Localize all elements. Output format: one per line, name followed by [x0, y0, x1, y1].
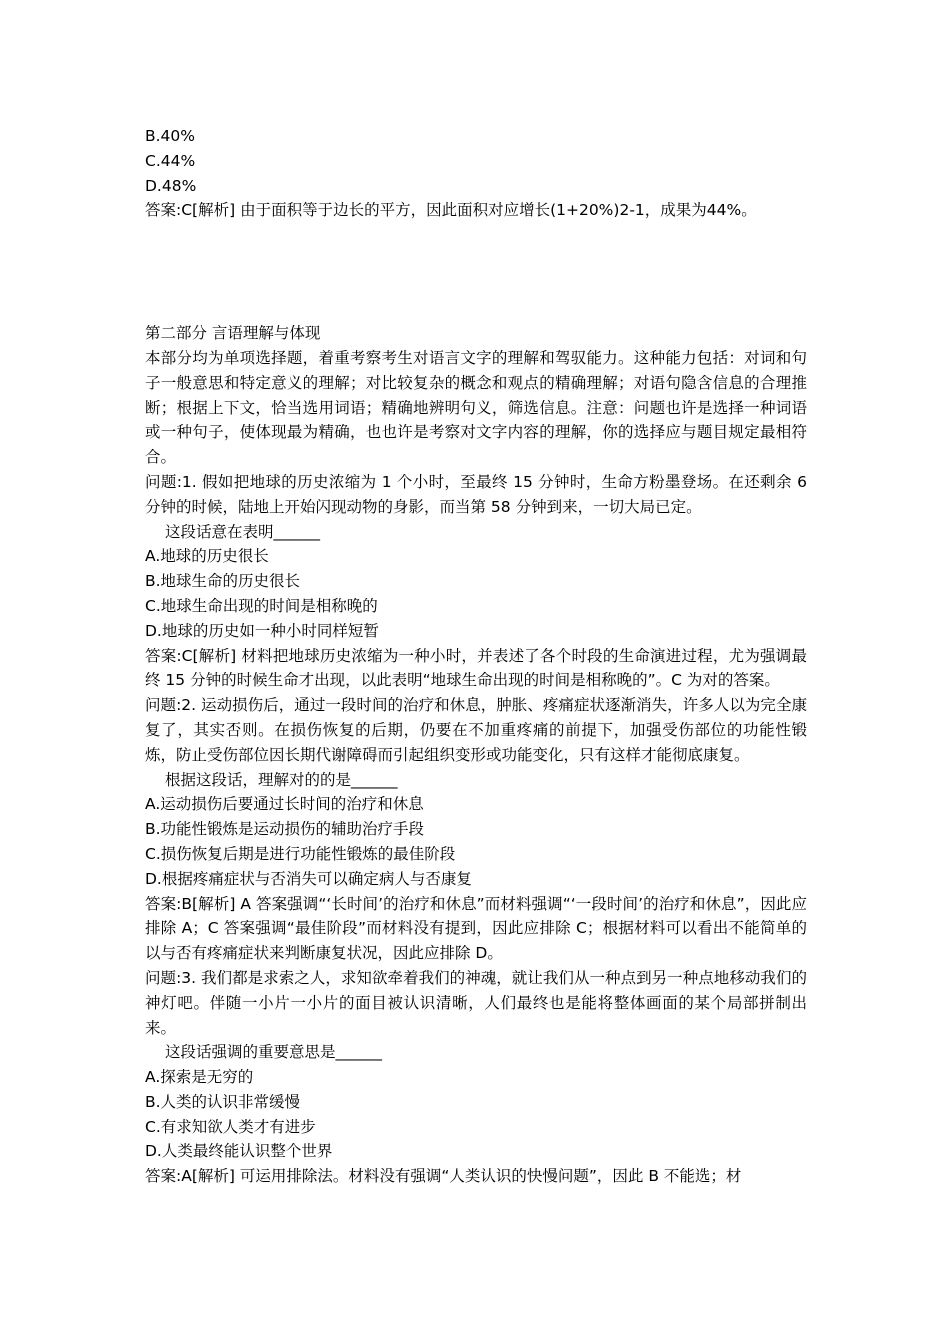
option-d: D.地球的历史如一种小时同样短暂: [145, 621, 379, 640]
section-intro: 本部分均为单项选择题，着重考察考生对语言文字的理解和驾驭能力。这种能力包括：对词和句子一般意思和特定意义的理解；对比较复杂的概念和观点的精确理解；对语句隐含信息的合理推断；根据上下文，恰当选用词语；精确地辨明句义，筛选信息。注意：问题也许是选择一种词语或一种句子，使体现最为精确，也也许是考察对文字内容的理解，你的选择应与题目规定最相符合。: [145, 348, 807, 467]
option-c: C.44%: [145, 151, 196, 170]
question-stem: 问题:1. 假如把地球的历史浓缩为 1 个小时，至最终 15 分钟时，生命方粉墨登场。在还剩余 6 分钟的时候，陆地上开始闪现动物的身影，而当第 58 分钟到来，一切大局已定。: [145, 472, 807, 516]
option-a: A.地球的历史很长: [145, 547, 269, 566]
question-stem: 问题:3. 我们都是求索之人，求知欲牵着我们的神魂，就让我们从一种点到另一种点地移动我们的神灯吧。伴随一小片一小片的面目被认识清晰，人们最终也是能将整体画面的某个局部拼制出来。: [145, 968, 807, 1037]
answer-explanation: 答案:B[解析] A 答案强调“‘长时间’的治疗和休息”而材料强调“‘一段时间’的治疗和休息”，因此应排除 A；C 答案强调“最佳阶段”而材料没有提到，因此应排除 C；根据材料可以看出不能简单的以与否有疼痛症状来判断康复状况，因此应排除 D。: [145, 894, 807, 963]
option-a: A.运动损伤后要通过长时间的治疗和休息: [145, 795, 424, 814]
option-d: D.48%: [145, 176, 197, 195]
document-page: [145, 124, 807, 1189]
question-stem: 问题:2. 运动损伤后，通过一段时间的治疗和休息，肿胀、疼痛症状逐渐消失，许多人以为完全康复了，其实否则。在损伤恢复的后期，仍要在不加重疼痛的前提下，加强受伤部位的功能性锻炼，防止受伤部位因长期代谢障碍而引起组织变形或功能变化，只有这样才能彻底康复。: [145, 696, 807, 764]
option-c: C.损伤恢复后期是进行功能性锻炼的最佳阶段: [145, 844, 456, 863]
option-a: A.探索是无穷的: [145, 1068, 254, 1087]
spacer: [145, 223, 807, 321]
question-2: [145, 693, 807, 966]
question-1: [145, 470, 807, 693]
question-prompt: 这段话强调的重要意思是______: [165, 1043, 383, 1062]
section-title: 第二部分 言语理解与体现: [145, 324, 321, 343]
option-b: B.地球生命的历史很长: [145, 572, 301, 591]
option-c: C.地球生命出现的时间是相称晚的: [145, 596, 378, 615]
answer-explanation: 答案:C[解析] 由于面积等于边长的平方，因此面积对应增长(1+20%)2-1，成果为44%。: [145, 201, 757, 220]
section: [145, 321, 807, 470]
option-d: D.根据疼痛症状与否消失可以确定病人与否康复: [145, 869, 472, 888]
option-b: B.40%: [145, 127, 196, 145]
question-3: [145, 966, 807, 1189]
question-prompt: 根据这段话，理解对的的是______: [165, 770, 398, 789]
option-c: C.有求知欲人类才有进步: [145, 1117, 316, 1136]
answer-explanation: 答案:C[解析] 材料把地球历史浓缩为一种小时，并表述了各个时段的生命演进过程，尤为强调最终 15 分钟的时候生命才出现，以此表明“地球生命出现的时间是相称晚的”。C 为对的答案。: [145, 646, 807, 690]
prev-question: [145, 124, 807, 223]
option-b: B.人类的认识非常缓慢: [145, 1092, 301, 1111]
option-d: D.人类最终能认识整个世界: [145, 1142, 333, 1161]
question-prompt: 这段话意在表明______: [165, 522, 321, 541]
answer-explanation: 答案:A[解析] 可运用排除法。材料没有强调“人类认识的快慢问题”，因此 B 不能选；材: [145, 1167, 742, 1186]
option-b: B.功能性锻炼是运动损伤的辅助治疗手段: [145, 820, 425, 839]
